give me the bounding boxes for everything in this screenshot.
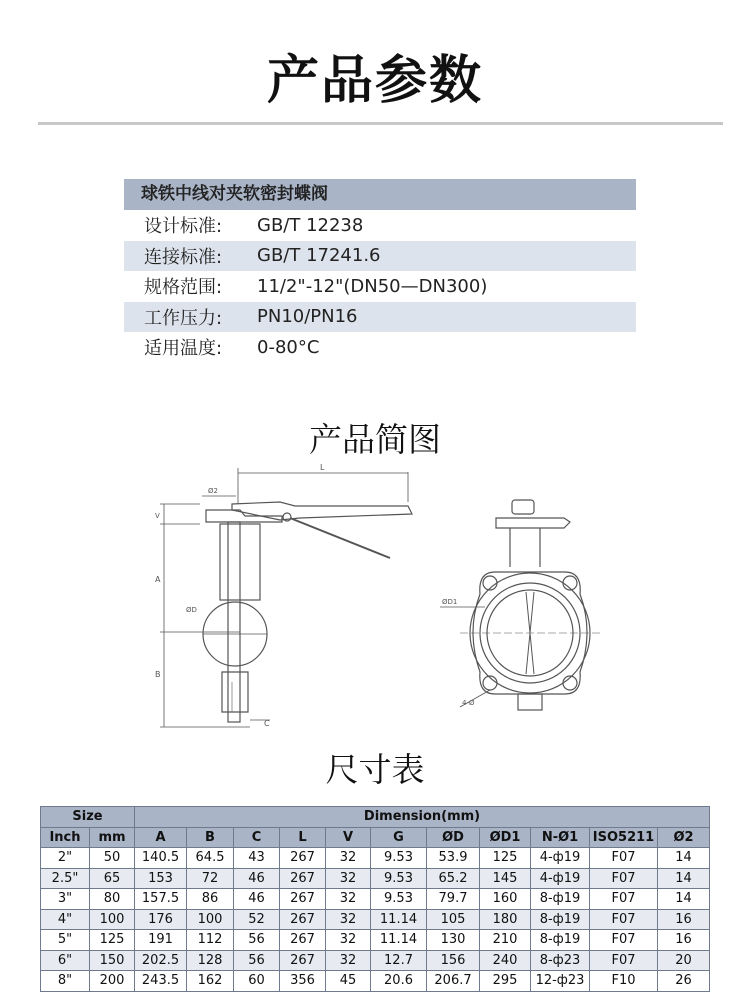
group-header-row bbox=[41, 807, 710, 828]
label-phi2: Ø2 bbox=[208, 487, 218, 495]
table-cell: 11.14 bbox=[371, 909, 427, 930]
label-n-phi: 4-Ø bbox=[462, 699, 475, 707]
table-cell: 32 bbox=[326, 930, 371, 951]
column-header: L bbox=[280, 827, 326, 848]
table-cell: 180 bbox=[480, 909, 531, 930]
table-cell: 9.53 bbox=[371, 889, 427, 910]
table-cell: 11.14 bbox=[371, 930, 427, 951]
table-cell: 12-ф23 bbox=[531, 971, 590, 992]
table-cell: 14 bbox=[658, 868, 710, 889]
table-cell: 86 bbox=[187, 889, 234, 910]
spec-label: 连接标准: bbox=[144, 246, 223, 268]
table-cell: 16 bbox=[658, 909, 710, 930]
table-cell: 46 bbox=[234, 889, 280, 910]
column-header: mm bbox=[90, 827, 135, 848]
table-cell: F10 bbox=[590, 971, 658, 992]
column-header: N-Ø1 bbox=[531, 827, 590, 848]
table-cell: 43 bbox=[234, 848, 280, 869]
table-row bbox=[41, 889, 710, 910]
table-cell: 202.5 bbox=[135, 950, 187, 971]
table-cell: 32 bbox=[326, 868, 371, 889]
spec-label: 适用温度: bbox=[144, 338, 223, 360]
table-cell: 150 bbox=[90, 950, 135, 971]
table-cell: 20.6 bbox=[371, 971, 427, 992]
spec-value: GB/T 17241.6 bbox=[257, 245, 381, 267]
table-cell: 32 bbox=[326, 909, 371, 930]
table-cell: 4" bbox=[41, 909, 90, 930]
table-cell: 14 bbox=[658, 889, 710, 910]
table-cell: 65.2 bbox=[427, 868, 480, 889]
table-cell: 8-ф19 bbox=[531, 930, 590, 951]
table-title: 尺寸表 bbox=[325, 750, 425, 789]
table-cell: 6" bbox=[41, 950, 90, 971]
table-cell: 145 bbox=[480, 868, 531, 889]
size-group-header: Size bbox=[41, 807, 135, 828]
table-row bbox=[41, 909, 710, 930]
dimension-table bbox=[40, 806, 710, 992]
column-header: A bbox=[135, 827, 187, 848]
table-cell: 157.5 bbox=[135, 889, 187, 910]
table-cell: 53.9 bbox=[427, 848, 480, 869]
table-cell: 5" bbox=[41, 930, 90, 951]
column-header: V bbox=[326, 827, 371, 848]
table-row bbox=[41, 848, 710, 869]
table-cell: 243.5 bbox=[135, 971, 187, 992]
table-cell: 8-ф19 bbox=[531, 909, 590, 930]
label-phid1: ØD1 bbox=[442, 598, 458, 606]
spec-row bbox=[124, 241, 636, 272]
table-cell: 46 bbox=[234, 868, 280, 889]
spec-row bbox=[124, 302, 636, 333]
table-cell: 267 bbox=[280, 909, 326, 930]
table-cell: 8-ф23 bbox=[531, 950, 590, 971]
table-cell: F07 bbox=[590, 868, 658, 889]
table-cell: 356 bbox=[280, 971, 326, 992]
dimension-group-header: Dimension(mm) bbox=[135, 807, 710, 828]
spec-row bbox=[124, 332, 636, 363]
title-divider bbox=[38, 122, 723, 125]
table-cell: 72 bbox=[187, 868, 234, 889]
label-l: L bbox=[320, 463, 325, 472]
column-header: Inch bbox=[41, 827, 90, 848]
table-cell: 267 bbox=[280, 950, 326, 971]
column-header: C bbox=[234, 827, 280, 848]
table-cell: 295 bbox=[480, 971, 531, 992]
spec-header: 球铁中线对夹软密封蝶阀 bbox=[124, 179, 636, 210]
table-cell: 32 bbox=[326, 848, 371, 869]
table-cell: 4-ф19 bbox=[531, 868, 590, 889]
table-row bbox=[41, 930, 710, 951]
label-phid: ØD bbox=[186, 606, 197, 614]
table-cell: 9.53 bbox=[371, 848, 427, 869]
table-cell: 9.53 bbox=[371, 868, 427, 889]
table-cell: 12.7 bbox=[371, 950, 427, 971]
table-cell: F07 bbox=[590, 909, 658, 930]
spec-row bbox=[124, 210, 636, 241]
label-c: C bbox=[264, 719, 270, 728]
table-cell: 50 bbox=[90, 848, 135, 869]
table-cell: 160 bbox=[480, 889, 531, 910]
spec-value: GB/T 12238 bbox=[257, 214, 364, 236]
table-cell: F07 bbox=[590, 950, 658, 971]
table-cell: 8" bbox=[41, 971, 90, 992]
table-cell: 2" bbox=[41, 848, 90, 869]
table-cell: 52 bbox=[234, 909, 280, 930]
table-cell: 32 bbox=[326, 889, 371, 910]
label-b: B bbox=[155, 670, 161, 679]
column-header-row bbox=[41, 827, 710, 848]
table-cell: 105 bbox=[427, 909, 480, 930]
table-cell: 64.5 bbox=[187, 848, 234, 869]
table-cell: 125 bbox=[90, 930, 135, 951]
table-row bbox=[41, 950, 710, 971]
table-cell: 191 bbox=[135, 930, 187, 951]
table-cell: 100 bbox=[187, 909, 234, 930]
table-cell: 14 bbox=[658, 848, 710, 869]
table-cell: 128 bbox=[187, 950, 234, 971]
table-cell: 267 bbox=[280, 930, 326, 951]
spec-value: PN10/PN16 bbox=[257, 306, 358, 328]
label-v: V bbox=[155, 512, 160, 520]
valve-drawing bbox=[140, 462, 610, 737]
spec-label: 规格范围: bbox=[144, 277, 223, 299]
spec-row bbox=[124, 271, 636, 302]
table-cell: 100 bbox=[90, 909, 135, 930]
table-cell: 60 bbox=[234, 971, 280, 992]
spec-table bbox=[124, 179, 636, 363]
spec-value: 0-80°C bbox=[257, 336, 320, 358]
table-cell: F07 bbox=[590, 889, 658, 910]
table-cell: 153 bbox=[135, 868, 187, 889]
table-cell: 140.5 bbox=[135, 848, 187, 869]
page-title: 产品参数 bbox=[266, 51, 483, 111]
spec-label: 工作压力: bbox=[144, 307, 223, 329]
spec-value: 11/2"-12"(DN50—DN300) bbox=[257, 275, 488, 297]
table-cell: 240 bbox=[480, 950, 531, 971]
column-header: ØD1 bbox=[480, 827, 531, 848]
table-cell: 20 bbox=[658, 950, 710, 971]
valve-front-view bbox=[440, 500, 600, 710]
column-header: G bbox=[371, 827, 427, 848]
table-cell: 156 bbox=[427, 950, 480, 971]
table-cell: 8-ф19 bbox=[531, 889, 590, 910]
table-cell: 79.7 bbox=[427, 889, 480, 910]
valve-side-view bbox=[155, 463, 412, 728]
table-cell: F07 bbox=[590, 848, 658, 869]
table-cell: 200 bbox=[90, 971, 135, 992]
table-cell: 162 bbox=[187, 971, 234, 992]
table-cell: 130 bbox=[427, 930, 480, 951]
table-cell: 4-ф19 bbox=[531, 848, 590, 869]
column-header: ØD bbox=[427, 827, 480, 848]
table-cell: 267 bbox=[280, 889, 326, 910]
table-cell: 206.7 bbox=[427, 971, 480, 992]
table-cell: 56 bbox=[234, 930, 280, 951]
table-cell: 26 bbox=[658, 971, 710, 992]
table-cell: 112 bbox=[187, 930, 234, 951]
table-cell: 267 bbox=[280, 868, 326, 889]
table-cell: 125 bbox=[480, 848, 531, 869]
table-cell: 2.5" bbox=[41, 868, 90, 889]
table-cell: 210 bbox=[480, 930, 531, 951]
table-cell: 45 bbox=[326, 971, 371, 992]
spec-label: 设计标准: bbox=[144, 216, 223, 238]
table-cell: 80 bbox=[90, 889, 135, 910]
table-cell: 267 bbox=[280, 848, 326, 869]
table-cell: 176 bbox=[135, 909, 187, 930]
table-cell: 56 bbox=[234, 950, 280, 971]
table-cell: 16 bbox=[658, 930, 710, 951]
label-a: A bbox=[155, 575, 161, 584]
table-cell: F07 bbox=[590, 930, 658, 951]
table-cell: 32 bbox=[326, 950, 371, 971]
diagram-title: 产品简图 bbox=[309, 420, 441, 459]
table-cell: 65 bbox=[90, 868, 135, 889]
column-header: B bbox=[187, 827, 234, 848]
table-row bbox=[41, 868, 710, 889]
table-cell: 3" bbox=[41, 889, 90, 910]
column-header: Ø2 bbox=[658, 827, 710, 848]
table-row bbox=[41, 971, 710, 992]
column-header: ISO5211 bbox=[590, 827, 658, 848]
